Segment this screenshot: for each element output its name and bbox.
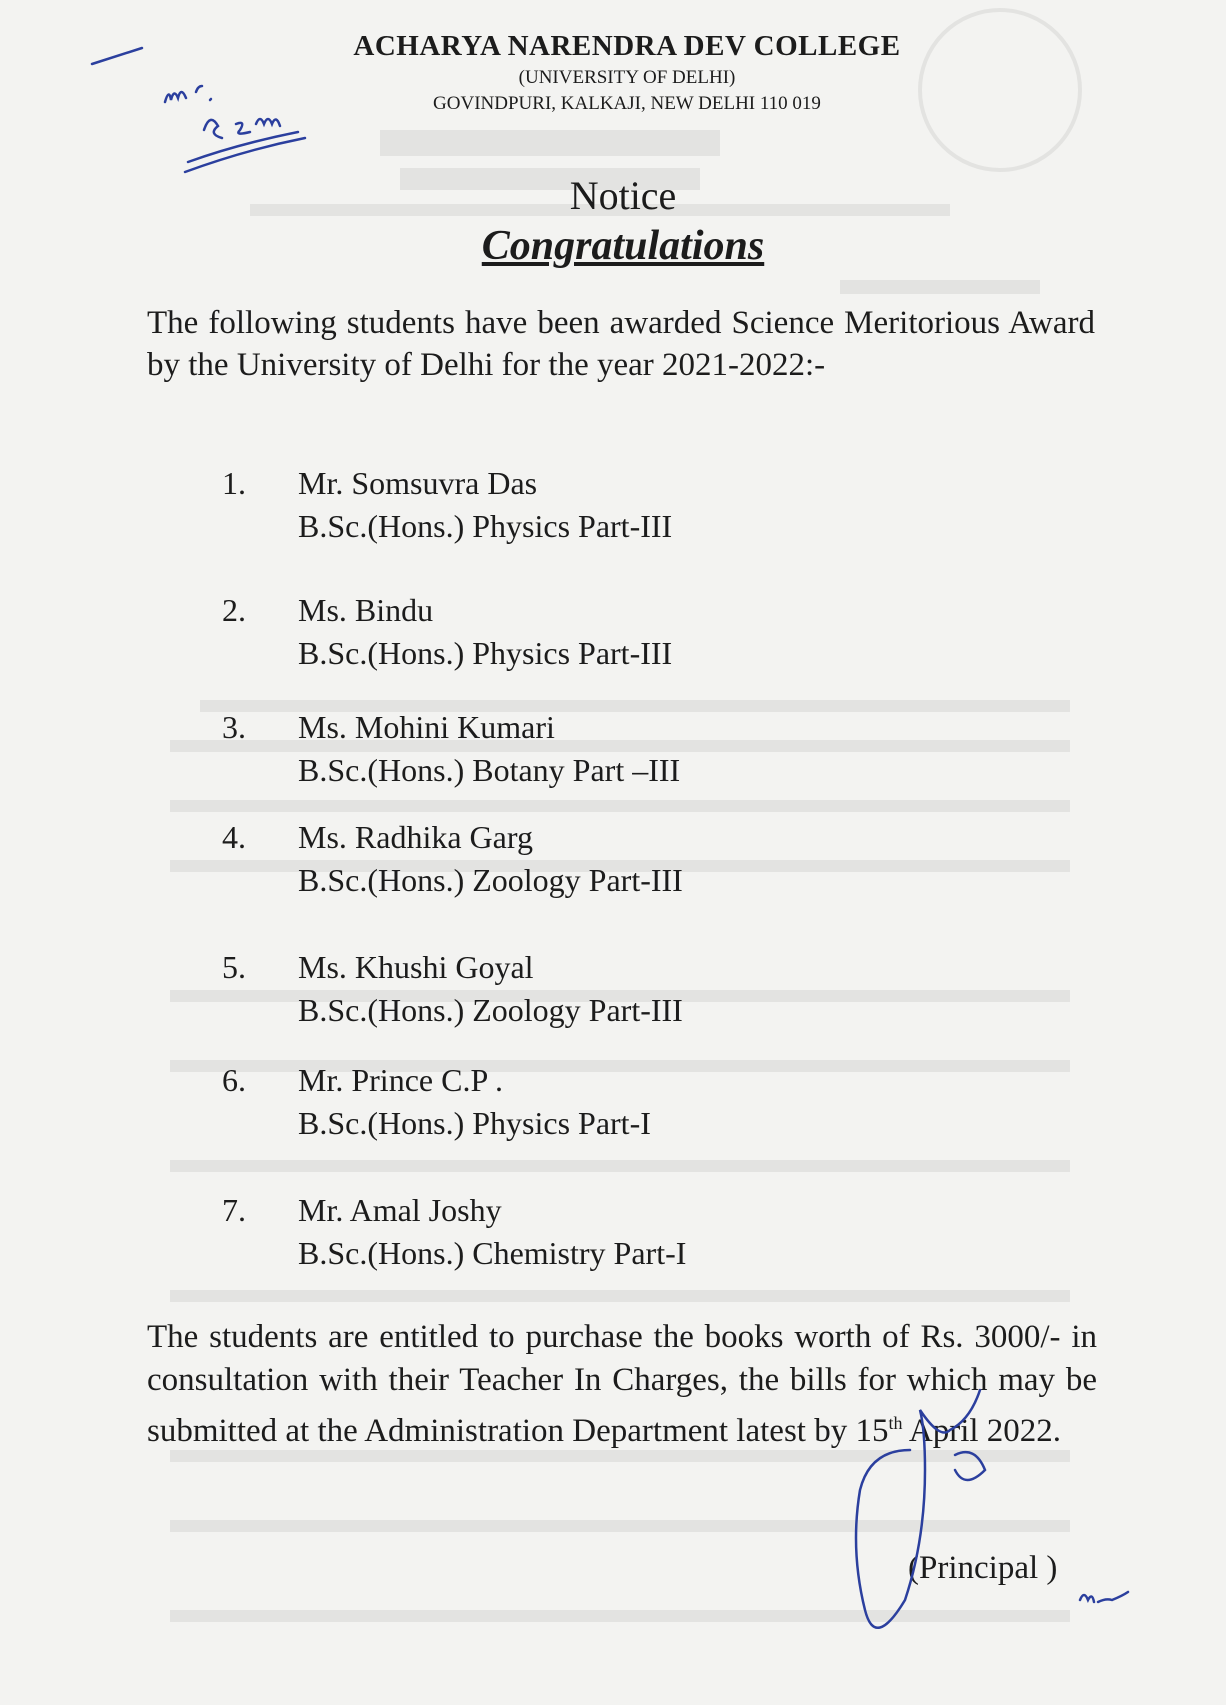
student-number: 5. [222, 949, 246, 985]
intro-paragraph: The following students have been awarded Science Meritorious Award by the University of Delhi for the year 2021-2022:- [147, 305, 1095, 383]
student-number: 2. [222, 592, 246, 628]
student-course: B.Sc.(Hons.) Physics Part-I [298, 1105, 651, 1141]
handwritten-note-icon [92, 48, 305, 172]
student-name: Ms. Mohini Kumari [298, 709, 555, 745]
student-name: Ms. Radhika Garg [298, 819, 533, 855]
student-name: Mr. Amal Joshy [298, 1192, 502, 1228]
college-name: ACHARYA NARENDRA DEV COLLEGE [353, 30, 901, 62]
student-name: Mr. Somsuvra Das [298, 465, 538, 501]
student-number: 6. [222, 1062, 246, 1098]
congratulations-heading: Congratulations [481, 223, 765, 269]
signatory-title: (Principal ) [908, 1550, 1058, 1586]
student-course: B.Sc.(Hons.) Zoology Part-III [298, 862, 683, 898]
signature-icon [856, 1390, 1128, 1628]
student-name: Mr. Prince C.P . [298, 1062, 504, 1098]
student-number: 4. [222, 819, 246, 855]
ordinal-suffix: th [888, 1413, 903, 1433]
student-course: B.Sc.(Hons.) Chemistry Part-I [298, 1235, 687, 1271]
student-number: 7. [222, 1192, 246, 1228]
college-address: GOVINDPURI, KALKAJI, NEW DELHI 110 019 [433, 93, 821, 114]
student-course: B.Sc.(Hons.) Zoology Part-III [298, 992, 683, 1028]
student-course: B.Sc.(Hons.) Physics Part-III [298, 508, 673, 544]
student-number: 1. [222, 465, 246, 501]
closing-date: April 2022. [902, 1413, 1062, 1449]
student-number: 3. [222, 709, 246, 745]
closing-text: The students are entitled to purchase the books worth of Rs. 3000/- in consultation with their Teacher In Charges, the bills for which may be submitted at the Administration Department latest by 15 [147, 1319, 1097, 1449]
student-name: Ms. Khushi Goyal [298, 949, 534, 985]
student-course: B.Sc.(Hons.) Physics Part-III [298, 635, 673, 671]
university-name: (UNIVERSITY OF DELHI) [518, 67, 736, 88]
student-course: B.Sc.(Hons.) Botany Part –III [298, 752, 681, 788]
student-name: Ms. Bindu [298, 592, 434, 628]
notice-title: Notice [569, 173, 677, 218]
